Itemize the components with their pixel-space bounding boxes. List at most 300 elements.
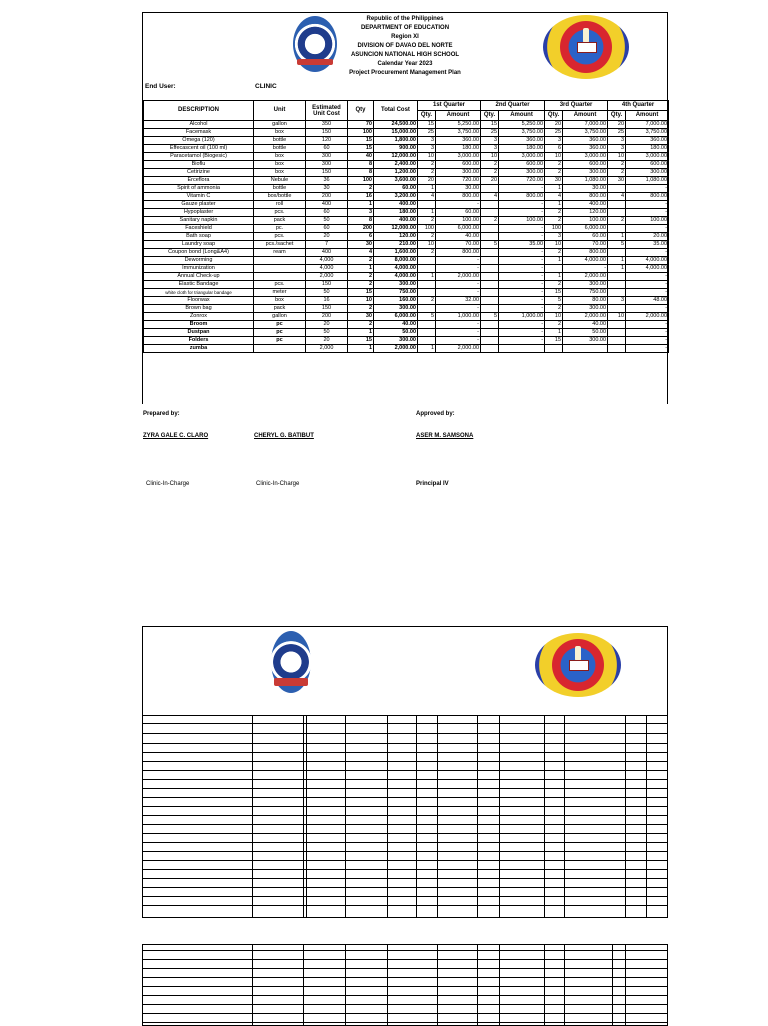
table-cell: - [499,265,545,273]
table-cell [608,185,626,193]
table-cell: 15 [348,137,374,145]
table-cell: 2 [545,249,563,257]
table-cell: box [254,297,306,305]
table-cell: - [499,297,545,305]
table-cell [481,337,499,345]
sub-header-q2-qty: Qty. [481,111,499,121]
table-cell: 350 [306,121,348,129]
table-cell: 720.00 [436,177,481,185]
table-cell: 20 [306,233,348,241]
end-user-label: End User: [145,83,176,90]
signatory-title-3: Principal IV [416,481,449,487]
item-description: Laundry soap [144,241,254,249]
table-cell: 1 [418,345,436,353]
table-cell: 15 [545,289,563,297]
table-row [144,201,669,209]
item-description: Vitamin C [144,193,254,201]
item-description: Broom [144,321,254,329]
table-cell: - [499,289,545,297]
table-cell: - [626,345,669,353]
table-cell: bottle [254,145,306,153]
table-row [144,321,669,329]
table-cell: - [499,185,545,193]
table-cell: 5,250.00 [499,121,545,129]
item-description: Deworming [144,257,254,265]
table-cell: 10 [545,241,563,249]
table-cell: 1 [545,273,563,281]
table-cell: 2,000.00 [563,313,608,321]
table-cell: 25 [545,129,563,137]
table-cell: 2 [481,161,499,169]
table-cell: pc [254,337,306,345]
table-cell: 2,000.00 [626,313,669,321]
table-cell [418,321,436,329]
item-description: Floorwax [144,297,254,305]
signatory-name-1: ZYRA GALE C. CLARO [143,433,209,439]
table-cell: 1,200.00 [374,169,418,177]
table-cell: 50 [306,289,348,297]
table-cell: - [436,305,481,313]
table-cell: 50 [306,217,348,225]
table-cell: - [499,249,545,257]
table-cell: 2 [481,217,499,225]
table-cell: 15 [545,337,563,345]
table-cell: 300.00 [563,305,608,313]
table-cell [481,265,499,273]
item-description: Sanitary napkin [144,217,254,225]
table-cell: 2,000.00 [563,273,608,281]
table-cell: 30 [348,313,374,321]
table-cell: 25 [481,129,499,137]
table-cell: 6 [348,233,374,241]
item-description: Dustpan [144,329,254,337]
table-cell: 5,250.00 [436,121,481,129]
table-cell: 900.00 [374,145,418,153]
table-cell: 3,000.00 [563,153,608,161]
table-cell: box [254,129,306,137]
table-cell: 15 [348,289,374,297]
table-cell: 2 [418,169,436,177]
table-cell: 10 [418,153,436,161]
table-cell: 10 [418,241,436,249]
table-cell: 120.00 [374,233,418,241]
table-cell: 3,750.00 [563,129,608,137]
table-cell: 150 [306,281,348,289]
table-cell: 50.00 [563,329,608,337]
table-cell: 2,000.00 [374,345,418,353]
col-header-q2: 2nd Quarter [481,101,545,111]
table-cell: 300.00 [626,169,669,177]
table-cell: 60 [306,209,348,217]
table-cell: 300 [306,153,348,161]
table-cell: pcs. [254,209,306,217]
table-cell [481,321,499,329]
table-cell: 50.00 [374,329,418,337]
table-cell: 120.00 [563,209,608,217]
table-cell: 2 [608,169,626,177]
table-cell: - [436,257,481,265]
table-cell: ream [254,249,306,257]
item-description: Omega (120) [144,137,254,145]
table-cell [608,225,626,233]
approved-by-label: Approved by: [416,411,455,417]
table-cell [481,225,499,233]
table-cell: 600.00 [499,161,545,169]
table-row [144,337,669,345]
table-cell: 200 [306,313,348,321]
table-cell: 5 [418,313,436,321]
table-cell: 10 [608,313,626,321]
table-cell: 2,400.00 [374,161,418,169]
table-cell: 800.00 [563,193,608,201]
table-cell: pcs. [254,281,306,289]
table-cell: 80.00 [563,297,608,305]
table-cell [608,305,626,313]
table-cell: 30 [608,177,626,185]
item-description: white cloth for triangular bandage [144,289,254,297]
table-cell [254,257,306,265]
table-cell [418,289,436,297]
table-cell: 3 [608,137,626,145]
table-cell [481,281,499,289]
table-cell: 40.00 [436,233,481,241]
table-cell [608,289,626,297]
table-cell: 20 [306,321,348,329]
table-cell: 180.00 [374,209,418,217]
table-row [144,265,669,273]
table-cell: 6,000.00 [563,225,608,233]
table-cell: 4,000.00 [626,257,669,265]
table-cell: 60 [306,145,348,153]
item-description: Facemask [144,129,254,137]
table-cell [608,321,626,329]
signatory-name-2: CHERYL G. BATIBUT [254,433,314,439]
item-description: zumba [144,345,254,353]
table-cell: 16 [348,193,374,201]
item-description: Folders [144,337,254,345]
table-cell [481,185,499,193]
table-cell: 35.00 [499,241,545,249]
table-cell: 3 [545,137,563,145]
table-cell: 2 [545,321,563,329]
table-cell [418,337,436,345]
table-cell: - [499,329,545,337]
table-cell: 4,000.00 [563,257,608,265]
table-cell: 70.00 [563,241,608,249]
table-row [144,329,669,337]
item-description: Brown bag [144,305,254,313]
table-cell: 2 [348,273,374,281]
table-cell: 1 [348,329,374,337]
table-cell: pc [254,321,306,329]
table-cell: 400 [306,249,348,257]
item-description: Effecascent oil (100 ml) [144,145,254,153]
prepared-by-label: Prepared by: [143,411,180,417]
table-row [144,289,669,297]
table-cell: gallon [254,121,306,129]
table-cell [481,345,499,353]
col-header-q1: 1st Quarter [418,101,481,111]
table-cell: 1 [608,233,626,241]
table-cell: 20 [306,337,348,345]
sub-header-q3-qty: Qty. [545,111,563,121]
table-cell: 16 [306,297,348,305]
table-cell: - [499,337,545,345]
table-cell: 800.00 [626,193,669,201]
table-cell: 40.00 [563,321,608,329]
item-description: Erceflora [144,177,254,185]
table-cell: 1,000.00 [499,313,545,321]
table-cell: 800.00 [436,193,481,201]
table-cell [481,201,499,209]
col-header-q4: 4th Quarter [608,101,669,111]
table-cell: 160.00 [374,297,418,305]
table-cell [254,345,306,353]
table-cell [545,345,563,353]
table-cell: bottle [254,137,306,145]
table-cell: 2,000.00 [436,273,481,281]
table-cell: 2 [545,305,563,313]
table-cell: 5 [481,241,499,249]
header-line-plan-title: Project Procurement Management Plan [349,70,461,76]
col-header-qty: Qty [348,101,374,121]
table-cell: 5 [545,297,563,305]
table-cell: - [499,233,545,241]
end-user-value: CLINIC [255,83,277,90]
table-cell: 20 [418,177,436,185]
table-row [144,153,669,161]
table-cell: 100 [545,225,563,233]
table-row [144,281,669,289]
table-row [144,137,669,145]
table-cell [608,273,626,281]
table-cell: 1 [348,265,374,273]
table-cell: 1 [545,185,563,193]
table-cell: - [499,225,545,233]
table-cell: 400 [306,201,348,209]
table-cell: 4,000 [306,265,348,273]
table-cell: 2 [418,249,436,257]
sub-header-q3-amount: Amount [563,111,608,121]
table-cell: 300.00 [374,281,418,289]
sub-header-q4-amount: Amount [626,111,669,121]
table-row [144,177,669,185]
table-cell [481,273,499,281]
col-header-q3: 3rd Quarter [545,101,608,111]
table-cell: 4 [348,249,374,257]
table-cell: 150 [306,305,348,313]
table-cell: 4,000.00 [374,265,418,273]
item-description: Gauze plaster [144,201,254,209]
table-cell: 2 [348,305,374,313]
table-cell [418,257,436,265]
table-cell: 10 [545,313,563,321]
table-cell: 1 [608,257,626,265]
table-cell: - [436,321,481,329]
header-line-republic: Republic of the Philippines [366,16,444,22]
col-header-description: DESCRIPTION [144,101,254,121]
table-cell: - [626,201,669,209]
table-cell: pcs./sachet [254,241,306,249]
table-cell: 1 [418,209,436,217]
table-cell: 800.00 [436,249,481,257]
table-cell: gallon [254,313,306,321]
table-cell: 360.00 [626,137,669,145]
table-cell: 600.00 [436,161,481,169]
table-cell: 40.00 [374,321,418,329]
table-cell [563,345,608,353]
table-cell: 7,000.00 [563,121,608,129]
table-cell: - [436,337,481,345]
table-cell: 3 [418,137,436,145]
table-cell: 48.00 [626,297,669,305]
table-cell [481,257,499,265]
table-cell: 4,000.00 [626,265,669,273]
table-cell: 4,000 [306,257,348,265]
table-cell: 8 [348,169,374,177]
table-cell: 7,000.00 [626,121,669,129]
table-cell: 3 [481,145,499,153]
table-row [144,249,669,257]
table-cell [481,289,499,297]
table-cell: 4 [481,193,499,201]
table-cell: - [626,329,669,337]
table-cell: bottle [254,185,306,193]
table-cell: pc. [254,225,306,233]
table-cell: 1 [348,345,374,353]
table-cell: 360.00 [436,137,481,145]
table-cell: 120 [306,137,348,145]
table-cell: - [499,321,545,329]
table-cell [254,273,306,281]
table-cell: 3,000.00 [436,153,481,161]
item-description: Paracetamol (Biogesic) [144,153,254,161]
table-cell: - [436,281,481,289]
table-cell: 2 [608,161,626,169]
item-description: Elastic Bandage [144,281,254,289]
table-cell: 300.00 [563,337,608,345]
table-cell: roll [254,201,306,209]
table-cell: 100.00 [436,217,481,225]
table-cell: pc [254,329,306,337]
ppmp-page-3-blank [142,944,668,1026]
table-cell: 2 [481,169,499,177]
table-row [144,273,669,281]
table-cell: box [254,161,306,169]
table-cell: 2,000 [306,345,348,353]
col-header-unit-cost: Estimated Unit Cost [306,101,348,121]
table-cell: 2 [348,321,374,329]
table-cell: 20 [545,121,563,129]
table-row [144,345,669,353]
table-cell: - [626,273,669,281]
table-cell: 70.00 [436,241,481,249]
table-cell [481,209,499,217]
table-cell: 3,200.00 [374,193,418,201]
table-cell: 3 [545,233,563,241]
table-cell [545,265,563,273]
table-cell [608,201,626,209]
item-description: Cetirizine [144,169,254,177]
table-cell: 2 [418,217,436,225]
table-cell: - [499,257,545,265]
table-cell: 600.00 [626,161,669,169]
table-cell: - [626,225,669,233]
table-cell: 300.00 [374,305,418,313]
item-description: Hypoplaster [144,209,254,217]
sub-header-q2-amount: Amount [499,111,545,121]
table-cell: - [499,281,545,289]
table-row [144,217,669,225]
table-cell: box/bottle [254,193,306,201]
table-cell: 5 [608,241,626,249]
header-line-deped: DEPARTMENT OF EDUCATION [360,25,450,31]
table-cell [481,249,499,257]
table-cell: 300.00 [563,169,608,177]
table-cell: - [499,209,545,217]
table-cell: 25 [418,129,436,137]
table-cell: - [626,289,669,297]
ppmp-items-table [143,100,669,353]
table-cell: 8 [348,161,374,169]
signatory-name-3: ASER M. SAMSONA [416,433,474,439]
table-cell: 2 [545,281,563,289]
table-cell: 2 [545,169,563,177]
table-cell: 200 [348,225,374,233]
table-cell: 720.00 [499,177,545,185]
table-cell: 1 [545,329,563,337]
table-cell: 2 [545,217,563,225]
sub-header-q1-qty: Qty. [418,111,436,121]
item-description: Bath soap [144,233,254,241]
header-line-year: Calendar Year 2023 [377,61,433,67]
table-cell: 10 [481,153,499,161]
table-cell: 180.00 [626,145,669,153]
table-cell: 1,080.00 [626,177,669,185]
table-cell: - [499,305,545,313]
table-cell: 3,000.00 [499,153,545,161]
table-cell: 3 [418,145,436,153]
table-cell [418,329,436,337]
table-cell: 2 [545,161,563,169]
table-cell: 360.00 [499,137,545,145]
table-cell: 30.00 [436,185,481,193]
table-cell: 10 [545,153,563,161]
header-line-school: ASUNCION NATIONAL HIGH SCHOOL [350,52,460,58]
table-cell: 3,750.00 [436,129,481,137]
table-cell: - [436,289,481,297]
table-cell: 2 [348,257,374,265]
table-cell [418,265,436,273]
table-cell: 15 [418,121,436,129]
table-cell: 6 [545,145,563,153]
table-cell: - [499,201,545,209]
table-cell [418,281,436,289]
ppmp-table-body [144,121,669,353]
table-row [144,297,669,305]
table-row [144,257,669,265]
table-cell: 400.00 [563,201,608,209]
table-cell: 100 [418,225,436,233]
table-cell: 2,000.00 [436,345,481,353]
table-cell [418,305,436,313]
table-cell: 40 [348,153,374,161]
table-cell: 1,600.00 [374,249,418,257]
table-cell: 12,000.00 [374,153,418,161]
table-cell [481,305,499,313]
table-cell: 15 [348,145,374,153]
table-cell: 180.00 [499,145,545,153]
